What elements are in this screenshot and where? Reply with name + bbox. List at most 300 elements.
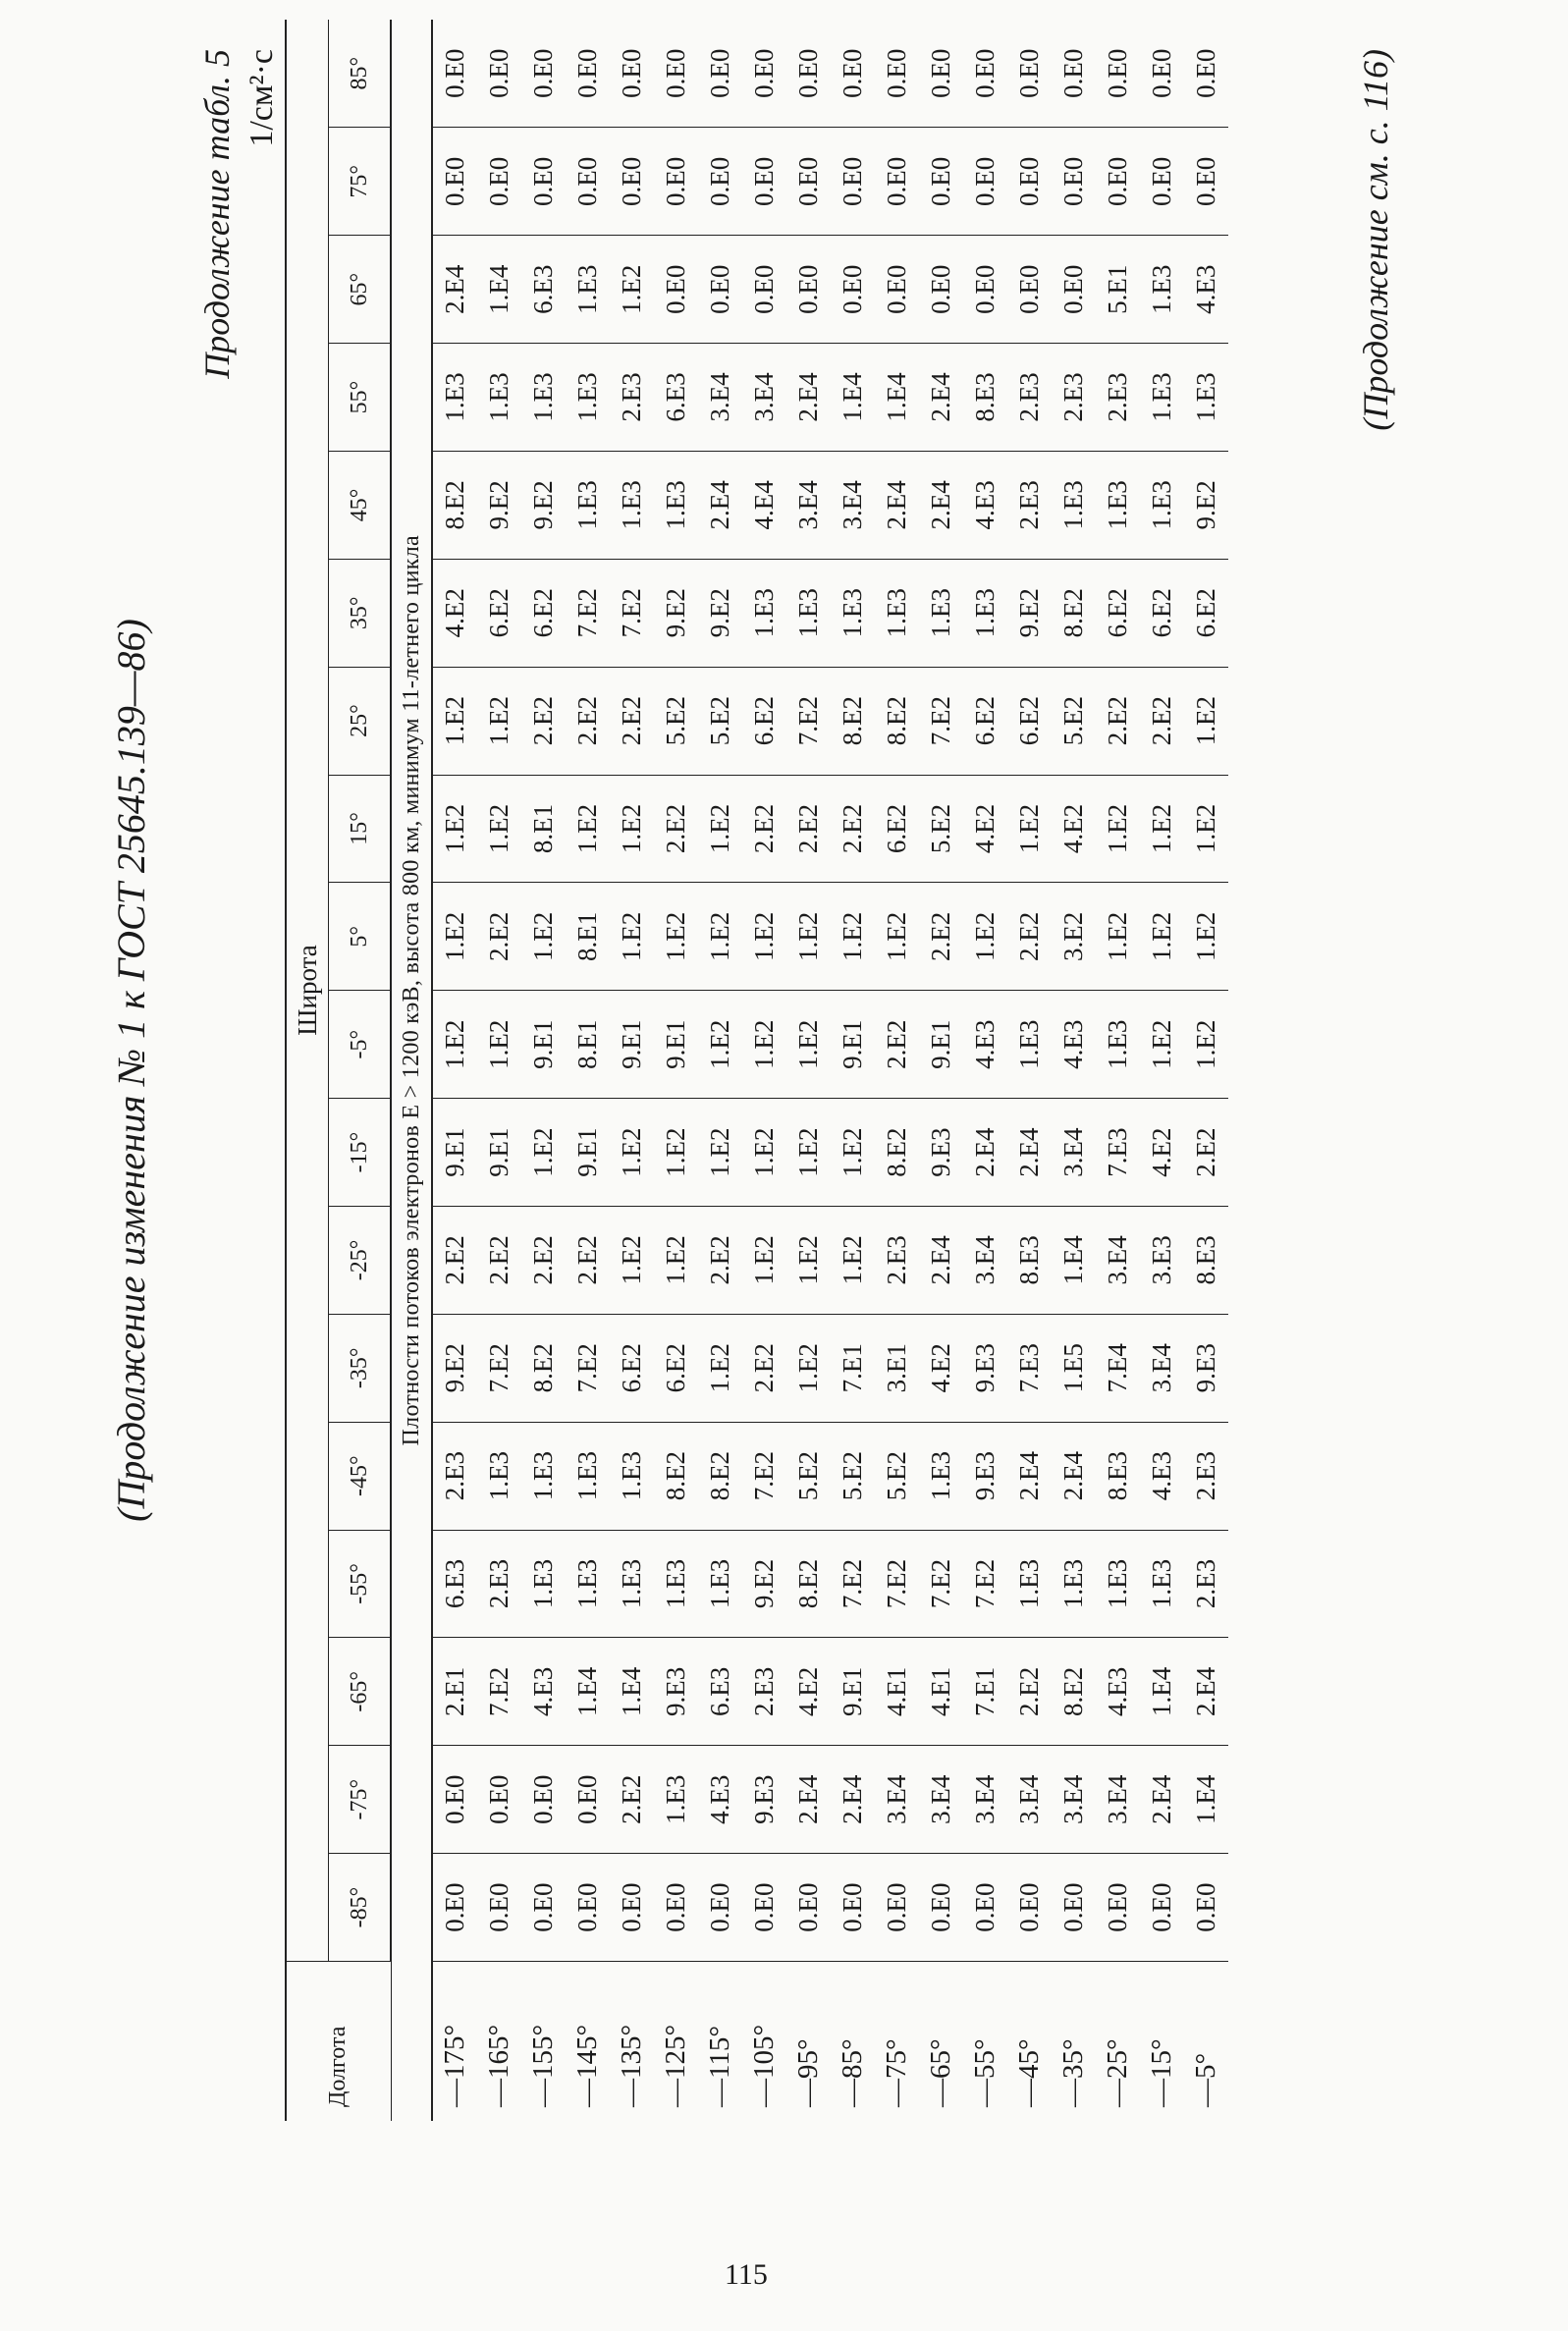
flux-value-cell: 1.E3 (1096, 991, 1140, 1099)
section-spacer (391, 1962, 432, 2122)
flux-value-cell: 4.E3 (1140, 1422, 1184, 1530)
flux-value-cell: 2.E4 (875, 451, 919, 559)
flux-value-cell: 1.E3 (1096, 1530, 1140, 1638)
flux-value-cell: 2.E4 (1184, 1638, 1228, 1746)
flux-value-cell: 1.E2 (610, 1099, 654, 1207)
flux-value-cell: 8.E2 (521, 1314, 566, 1422)
flux-value-cell: 0.E0 (1184, 128, 1228, 236)
flux-value-cell: 7.E1 (963, 1638, 1007, 1746)
flux-value-cell: 4.E3 (521, 1638, 566, 1746)
flux-value-cell: 9.E2 (1007, 559, 1052, 667)
flux-value-cell: 5.E2 (919, 775, 963, 883)
flux-value-cell: 8.E3 (1007, 1206, 1052, 1314)
flux-value-cell: 0.E0 (1096, 128, 1140, 236)
table-row (432, 20, 477, 2121)
flux-value-cell: 3.E4 (963, 1746, 1007, 1854)
flux-value-cell: 9.E2 (477, 451, 521, 559)
flux-value-cell: 8.E2 (875, 667, 919, 775)
flux-value-cell: 3.E4 (1052, 1099, 1096, 1207)
flux-value-cell: 0.E0 (432, 1746, 477, 1854)
flux-value-cell: 0.E0 (875, 236, 919, 344)
longitude-cell: —45° (1007, 1962, 1052, 2122)
flux-value-cell: 1.E3 (1140, 1530, 1184, 1638)
flux-value-cell: 7.E2 (566, 559, 610, 667)
flux-value-cell: 1.E2 (477, 775, 521, 883)
flux-value-cell: 0.E0 (1096, 20, 1140, 128)
flux-value-cell: 4.E2 (1140, 1099, 1184, 1207)
flux-value-cell: 1.E2 (432, 883, 477, 991)
flux-value-cell: 1.E2 (1140, 883, 1184, 991)
flux-value-cell: 1.E2 (477, 991, 521, 1099)
flux-value-cell: 1.E4 (1184, 1746, 1228, 1854)
flux-value-cell: 2.E2 (566, 667, 610, 775)
latitude-header-cell: 45° (329, 451, 392, 559)
continuation-note: (Продолжение см. с. 116) (1356, 49, 1395, 431)
flux-value-cell: 6.E2 (742, 667, 786, 775)
latitude-header-cell: 25° (329, 667, 392, 775)
flux-value-cell: 1.E4 (610, 1638, 654, 1746)
flux-value-cell: 2.E2 (742, 1314, 786, 1422)
flux-value-cell: 4.E3 (1052, 991, 1096, 1099)
flux-value-cell: 8.E3 (1096, 1422, 1140, 1530)
flux-value-cell: 2.E4 (786, 1746, 831, 1854)
latitude-header-cell: -65° (329, 1638, 392, 1746)
flux-value-cell: 0.E0 (698, 236, 742, 344)
flux-value-cell: 2.E2 (1007, 1638, 1052, 1746)
latitude-header-cell: 55° (329, 344, 392, 452)
flux-value-cell: 1.E2 (698, 991, 742, 1099)
flux-density-table (285, 20, 1228, 2121)
flux-value-cell: 9.E1 (610, 991, 654, 1099)
latitude-header-cell: 5° (329, 883, 392, 991)
flux-value-cell: 2.E4 (786, 344, 831, 452)
latitude-header-cell: 35° (329, 559, 392, 667)
flux-value-cell: 1.E3 (1096, 451, 1140, 559)
flux-value-cell: 3.E4 (1052, 1746, 1096, 1854)
flux-value-cell: 0.E0 (528, 1882, 558, 1932)
latitude-header-cell: -45° (329, 1422, 392, 1530)
longitude-cell: —75° (875, 1962, 919, 2122)
flux-value-cell: 2.E3 (1184, 1530, 1228, 1638)
latitude-header-cell: -15° (329, 1099, 392, 1207)
flux-value-cell: 2.E2 (654, 775, 698, 883)
longitude-cell: —155° (521, 1962, 566, 2122)
longitude-cell: —165° (477, 1962, 521, 2122)
flux-value-cell: 9.E2 (521, 451, 566, 559)
flux-value-cell: 0.E0 (1007, 128, 1052, 236)
flux-value-cell: 1.E3 (432, 344, 477, 452)
flux-value-cell: 1.E3 (786, 559, 831, 667)
longitude-cell: —5° (1184, 1962, 1228, 2122)
flux-value-cell: 0.E0 (654, 128, 698, 236)
flux-value-cell: 0.E0 (1140, 20, 1184, 128)
flux-value-cell: 6.E3 (654, 344, 698, 452)
flux-value-cell: 0.E0 (1052, 20, 1096, 128)
flux-value-cell: 2.E4 (1007, 1099, 1052, 1207)
longitude-cell: —105° (742, 1962, 786, 2122)
flux-value-cell: 3.E4 (786, 451, 831, 559)
flux-value-cell: 9.E1 (432, 1099, 477, 1207)
flux-value-cell: 0.E0 (432, 128, 477, 236)
flux-value-cell: 1.E2 (654, 883, 698, 991)
flux-value-cell: 9.E3 (742, 1746, 786, 1854)
table-row (831, 20, 875, 2121)
flux-value-cell: 8.E2 (786, 1530, 831, 1638)
flux-value-cell: 0.E0 (875, 20, 919, 128)
table-row (698, 20, 742, 2121)
amendment-title: (Продолжение изменения № 1 к ГОСТ 25645.139—86) (109, 619, 153, 1522)
flux-value-cell: 1.E3 (742, 559, 786, 667)
flux-value-cell: 2.E4 (831, 1746, 875, 1854)
flux-value-cell: 1.E4 (1052, 1206, 1096, 1314)
table-row (1184, 20, 1228, 2121)
flux-value-cell: 2.E2 (432, 1206, 477, 1314)
flux-value-cell: 1.E2 (1184, 991, 1228, 1099)
flux-value-cell: 1.E2 (786, 1099, 831, 1207)
longitude-cell: —25° (1096, 1962, 1140, 2122)
flux-value-cell: 2.E2 (1007, 883, 1052, 991)
flux-value-cell: 3.E2 (1052, 883, 1096, 991)
flux-value-cell: 7.E2 (831, 1530, 875, 1638)
flux-value-cell: 1.E3 (919, 559, 963, 667)
flux-value-cell: 9.E1 (477, 1099, 521, 1207)
flux-value-cell: 2.E2 (919, 883, 963, 991)
flux-value-cell: 0.E0 (926, 1882, 955, 1932)
flux-value-cell: 2.E2 (477, 883, 521, 991)
flux-value-cell: 9.E2 (432, 1314, 477, 1422)
flux-value-cell: 0.E0 (963, 236, 1007, 344)
flux-value-cell: 0.E0 (742, 236, 786, 344)
flux-value-cell: 3.E4 (875, 1746, 919, 1854)
flux-value-cell: 6.E2 (521, 559, 566, 667)
flux-value-cell: 9.E3 (919, 1099, 963, 1207)
flux-value-cell: 1.E2 (698, 883, 742, 991)
flux-value-cell: 0.E0 (1007, 236, 1052, 344)
flux-value-cell: 8.E2 (1052, 1638, 1096, 1746)
table-row (963, 20, 1007, 2121)
flux-value-cell: 0.E0 (1184, 20, 1228, 128)
flux-value-cell: 1.E2 (610, 883, 654, 991)
flux-value-cell: 0.E0 (521, 1746, 566, 1854)
table-row (786, 20, 831, 2121)
flux-value-cell: 2.E3 (1007, 344, 1052, 452)
flux-value-cell: 5.E2 (654, 667, 698, 775)
longitude-cell: —35° (1052, 1962, 1096, 2122)
flux-value-cell: 1.E2 (432, 775, 477, 883)
flux-value-cell: 2.E2 (742, 775, 786, 883)
flux-value-cell: 1.E3 (610, 1422, 654, 1530)
flux-value-cell: 0.E0 (572, 1882, 602, 1932)
flux-value-cell: 1.E3 (610, 1530, 654, 1638)
flux-value-cell: 0.E0 (919, 128, 963, 236)
flux-value-cell: 0.E0 (838, 1882, 867, 1932)
longitude-cell: —65° (919, 1962, 963, 2122)
latitude-header-cell: -75° (329, 1746, 392, 1854)
flux-value-cell: 7.E2 (477, 1638, 521, 1746)
flux-value-cell: 2.E4 (1052, 1422, 1096, 1530)
flux-value-cell: 1.E2 (1096, 883, 1140, 991)
flux-value-cell: 3.E4 (963, 1206, 1007, 1314)
flux-value-cell: 1.E3 (566, 344, 610, 452)
flux-value-cell: 1.E2 (610, 775, 654, 883)
flux-value-cell: 1.E2 (432, 991, 477, 1099)
table-row (1052, 20, 1096, 2121)
flux-value-cell: 7.E2 (875, 1530, 919, 1638)
flux-value-cell: 1.E2 (742, 883, 786, 991)
flux-value-cell: 4.E3 (963, 991, 1007, 1099)
flux-value-cell: 0.E0 (705, 1882, 734, 1932)
flux-value-cell: 0.E0 (831, 236, 875, 344)
flux-value-cell: 2.E3 (1184, 1422, 1228, 1530)
flux-value-cell: 1.E3 (566, 451, 610, 559)
flux-value-cell: 0.E0 (521, 20, 566, 128)
table-row (1096, 20, 1140, 2121)
flux-value-cell: 1.E2 (963, 883, 1007, 991)
flux-value-cell: 4.E2 (919, 1314, 963, 1422)
flux-value-cell: 5.E2 (698, 667, 742, 775)
flux-value-cell: 1.E2 (831, 1099, 875, 1207)
table-row (919, 20, 963, 2121)
flux-value-cell: 6.E2 (610, 1314, 654, 1422)
flux-value-cell: 0.E0 (661, 1882, 690, 1932)
flux-value-cell: 8.E1 (566, 883, 610, 991)
flux-value-cell: 2.E4 (432, 236, 477, 344)
flux-value-cell: 1.E2 (698, 1314, 742, 1422)
longitude-cell: —55° (963, 1962, 1007, 2122)
flux-value-cell: 2.E4 (1140, 1746, 1184, 1854)
flux-value-cell: 3.E4 (831, 451, 875, 559)
flux-value-cell: 0.E0 (477, 128, 521, 236)
table-row (654, 20, 698, 2121)
flux-value-cell: 2.E1 (432, 1638, 477, 1746)
flux-value-cell: 1.E2 (786, 1314, 831, 1422)
flux-value-cell: 1.E2 (698, 1099, 742, 1207)
flux-value-cell: 4.E3 (1096, 1638, 1140, 1746)
longitude-cell: —15° (1140, 1962, 1184, 2122)
flux-value-cell: 4.E3 (698, 1746, 742, 1854)
flux-value-cell: 1.E3 (875, 559, 919, 667)
flux-value-cell: 3.E4 (1096, 1206, 1140, 1314)
latitude-header-cell: 75° (329, 128, 392, 236)
flux-value-cell: 8.E2 (698, 1422, 742, 1530)
flux-value-cell: 8.E2 (654, 1422, 698, 1530)
flux-value-cell: 2.E4 (919, 451, 963, 559)
flux-value-cell: 3.E4 (698, 344, 742, 452)
flux-value-cell: 8.E3 (1184, 1206, 1228, 1314)
longitude-cell: —85° (831, 1962, 875, 2122)
flux-value-cell: 9.E2 (1184, 451, 1228, 559)
flux-value-cell: 4.E1 (875, 1638, 919, 1746)
flux-value-cell: 0.E0 (882, 1882, 911, 1932)
flux-value-cell: 2.E2 (566, 1206, 610, 1314)
flux-value-cell: 4.E2 (963, 775, 1007, 883)
flux-value-cell: 1.E3 (831, 559, 875, 667)
flux-value-cell: 0.E0 (698, 20, 742, 128)
flux-value-cell: 1.E3 (919, 1422, 963, 1530)
flux-value-cell: 1.E4 (477, 236, 521, 344)
flux-value-cell: 6.E2 (963, 667, 1007, 775)
flux-value-cell: 9.E3 (1184, 1314, 1228, 1422)
latitude-header-cell: -85° (329, 1854, 392, 1962)
flux-value-cell: 1.E3 (1184, 344, 1228, 452)
flux-value-cell: 2.E3 (742, 1638, 786, 1746)
flux-value-cell: 9.E3 (654, 1638, 698, 1746)
flux-value-cell: 1.E2 (742, 991, 786, 1099)
flux-value-cell: 3.E4 (1140, 1314, 1184, 1422)
longitude-cell: —125° (654, 1962, 698, 2122)
flux-value-cell: 1.E4 (831, 344, 875, 452)
flux-value-cell: 9.E1 (566, 1099, 610, 1207)
flux-value-cell: 6.E2 (1096, 559, 1140, 667)
flux-value-cell: 2.E2 (610, 667, 654, 775)
longitude-header: Долгота (286, 1962, 391, 2122)
flux-value-cell: 1.E3 (521, 344, 566, 452)
flux-value-cell: 3.E4 (1096, 1746, 1140, 1854)
flux-value-cell: 1.E3 (566, 236, 610, 344)
flux-value-cell: 0.E0 (963, 128, 1007, 236)
flux-value-cell: 2.E3 (610, 344, 654, 452)
flux-value-cell: 1.E2 (742, 1206, 786, 1314)
flux-value-cell: 1.E2 (1140, 775, 1184, 883)
flux-value-cell: 6.E3 (698, 1638, 742, 1746)
flux-value-cell: 1.E3 (1140, 451, 1184, 559)
flux-value-cell: 0.E0 (1052, 236, 1096, 344)
flux-value-cell: 0.E0 (793, 1882, 823, 1932)
flux-value-cell: 0.E0 (786, 128, 831, 236)
flux-value-cell: 1.E3 (566, 1530, 610, 1638)
flux-value-cell: 1.E3 (521, 1530, 566, 1638)
flux-value-cell: 0.E0 (1103, 1882, 1132, 1932)
flux-value-cell: 0.E0 (1191, 1882, 1220, 1932)
flux-value-cell: 4.E2 (432, 559, 477, 667)
flux-value-cell: 2.E4 (698, 451, 742, 559)
flux-value-cell: 0.E0 (477, 20, 521, 128)
flux-value-cell: 2.E2 (521, 1206, 566, 1314)
flux-value-cell: 1.E2 (1184, 667, 1228, 775)
flux-value-cell: 1.E2 (786, 991, 831, 1099)
flux-value-cell: 1.E4 (1140, 1638, 1184, 1746)
latitude-header-cell: -55° (329, 1530, 392, 1638)
flux-value-cell: 1.E2 (610, 1206, 654, 1314)
flux-value-cell: 8.E2 (831, 667, 875, 775)
latitude-header-cell: 85° (329, 20, 392, 128)
flux-value-cell: 1.E2 (698, 775, 742, 883)
flux-value-cell: 1.E2 (786, 1206, 831, 1314)
flux-value-cell: 0.E0 (749, 1882, 779, 1932)
flux-value-cell: 9.E1 (521, 991, 566, 1099)
flux-value-cell: 1.E4 (566, 1638, 610, 1746)
flux-value-cell: 9.E1 (919, 991, 963, 1099)
table-continuation-label: Продолжение табл. 5 (197, 49, 237, 379)
flux-value-cell: 6.E2 (1007, 667, 1052, 775)
table-row (610, 20, 654, 2121)
flux-value-cell: 4.E4 (742, 451, 786, 559)
flux-value-cell: 0.E0 (654, 20, 698, 128)
flux-value-cell: 6.E3 (432, 1530, 477, 1638)
flux-value-cell: 3.E3 (1140, 1206, 1184, 1314)
flux-value-cell: 1.E2 (831, 1206, 875, 1314)
table-row (477, 20, 521, 2121)
flux-value-cell: 1.E2 (1096, 775, 1140, 883)
flux-value-cell: 4.E2 (1052, 775, 1096, 883)
table-row (742, 20, 786, 2121)
flux-value-cell: 2.E4 (963, 1099, 1007, 1207)
flux-value-cell: 0.E0 (786, 236, 831, 344)
flux-value-cell: 0.E0 (566, 1746, 610, 1854)
flux-value-cell: 2.E3 (1007, 451, 1052, 559)
table-row (521, 20, 566, 2121)
table-row (1140, 20, 1184, 2121)
flux-value-cell: 2.E2 (477, 1206, 521, 1314)
flux-value-cell: 1.E3 (477, 344, 521, 452)
longitude-cell: —145° (566, 1962, 610, 2122)
flux-value-cell: 0.E0 (521, 128, 566, 236)
flux-value-cell: 1.E2 (786, 883, 831, 991)
flux-value-cell: 4.E3 (963, 451, 1007, 559)
flux-value-cell: 6.E3 (521, 236, 566, 344)
latitude-header-cell: -35° (329, 1314, 392, 1422)
flux-value-cell: 0.E0 (610, 128, 654, 236)
flux-value-cell: 7.E4 (1096, 1314, 1140, 1422)
flux-value-cell: 7.E2 (610, 559, 654, 667)
flux-value-cell: 1.E2 (610, 236, 654, 344)
flux-value-cell: 1.E3 (698, 1530, 742, 1638)
flux-value-cell: 1.E2 (521, 883, 566, 991)
flux-value-cell: 2.E2 (610, 1746, 654, 1854)
section-title: Плотности потоков электронов E > 1200 кэВ, высота 800 км, минимум 11-летнего цикла (391, 20, 432, 1962)
flux-value-cell: 2.E4 (919, 344, 963, 452)
flux-value-cell: 0.E0 (484, 1882, 514, 1932)
flux-value-cell: 2.E2 (1184, 1099, 1228, 1207)
longitude-cell: —115° (698, 1962, 742, 2122)
flux-value-cell: 9.E1 (654, 991, 698, 1099)
flux-value-cell: 0.E0 (432, 20, 477, 128)
flux-value-cell: 2.E2 (1140, 667, 1184, 775)
table-row (1007, 20, 1052, 2121)
flux-value-cell: 0.E0 (1058, 1882, 1088, 1932)
flux-value-cell: 8.E1 (521, 775, 566, 883)
latitude-values-row (329, 20, 392, 2121)
flux-value-cell: 2.E2 (1096, 667, 1140, 775)
flux-value-cell: 1.E2 (566, 775, 610, 883)
flux-value-cell: 3.E4 (919, 1746, 963, 1854)
flux-value-cell: 5.E1 (1096, 236, 1140, 344)
flux-value-cell: 1.E3 (1140, 236, 1184, 344)
flux-value-cell: 8.E2 (875, 1099, 919, 1207)
flux-value-cell: 2.E3 (432, 1422, 477, 1530)
page-number: 115 (725, 2258, 768, 2291)
flux-value-cell: 1.E4 (875, 344, 919, 452)
flux-value-cell: 9.E2 (654, 559, 698, 667)
flux-value-cell: 9.E3 (963, 1314, 1007, 1422)
flux-value-cell: 7.E1 (831, 1314, 875, 1422)
flux-value-cell: 6.E2 (1184, 559, 1228, 667)
flux-value-cell: 4.E3 (1184, 236, 1228, 344)
flux-value-cell: 1.E3 (610, 451, 654, 559)
flux-value-cell: 0.E0 (919, 20, 963, 128)
flux-value-cell: 0.E0 (566, 128, 610, 236)
flux-value-cell: 1.E2 (654, 1099, 698, 1207)
flux-value-cell: 1.E2 (1184, 775, 1228, 883)
latitude-header: Широта (286, 20, 329, 1962)
flux-value-cell: 2.E4 (919, 1206, 963, 1314)
flux-value-cell: 8.E2 (1052, 559, 1096, 667)
flux-value-cell: 3.E1 (875, 1314, 919, 1422)
flux-value-cell: 1.E2 (1007, 775, 1052, 883)
flux-value-cell: 1.E2 (654, 1206, 698, 1314)
longitude-cell: —175° (432, 1962, 477, 2122)
flux-value-cell: 1.E3 (1007, 1530, 1052, 1638)
